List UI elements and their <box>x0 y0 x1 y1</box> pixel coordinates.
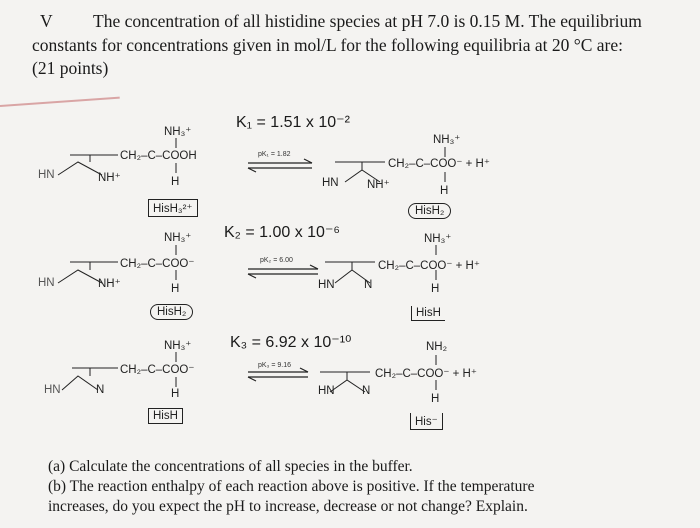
eq2-left-h: H <box>171 283 180 295</box>
eq1-right-h: H <box>440 185 449 197</box>
eq3-left-amine: NH₃⁺ <box>164 340 192 352</box>
eq3-right-chain: CH₂–C–COO⁻ + H⁺ <box>375 368 477 380</box>
eq1-left-ring-n2: NH⁺ <box>98 172 121 184</box>
eq3-right-ring-n1: HN <box>318 385 335 397</box>
k1-label: K₁ = 1.51 x 10⁻² <box>236 114 350 131</box>
eq1-left-chain: CH₂–C–COOH <box>120 150 197 162</box>
eq3-right-ring-n2: N <box>362 385 371 397</box>
eq2-left-amine: NH₃⁺ <box>164 232 192 244</box>
eq3-left-chain: CH₂–C–COO⁻ <box>120 364 195 376</box>
eq2-right-amine: NH₃⁺ <box>424 233 452 245</box>
problem-line-3: (21 points) <box>32 58 109 78</box>
eq2-right-chain: CH₂–C–COO⁻ + H⁺ <box>378 260 480 272</box>
eq2-left-chain: CH₂–C–COO⁻ <box>120 258 195 270</box>
eq3-right-h: H <box>431 393 440 405</box>
eq1-left-h: H <box>171 176 180 188</box>
eq2-left-ring-n1: HN <box>38 277 55 289</box>
eq1-right-ring-n1: HN <box>322 177 339 189</box>
k2-label: K₂ = 1.00 x 10⁻⁶ <box>224 224 340 241</box>
eq2-left-ring-n2: NH⁺ <box>98 278 121 290</box>
eq1-right-ring-n2: NH⁺ <box>367 179 390 191</box>
eq3-left-ring-n2: N <box>96 384 105 396</box>
eq1-right-amine: NH₃⁺ <box>433 134 461 146</box>
k3-label: K₃ = 6.92 x 10⁻¹⁰ <box>230 334 352 351</box>
eq3-left-species: HisH <box>148 408 183 424</box>
eq1-left-species: HisH₃²⁺ <box>148 199 198 217</box>
eq1-right-chain: CH₂–C–COO⁻ + H⁺ <box>388 158 490 170</box>
question-b-line-2: increases, do you expect the pH to increase, decrease or not change? Explain. <box>48 498 528 515</box>
eq1-left-amine: NH₃⁺ <box>164 126 192 138</box>
question-a: (a) Calculate the concentrations of all species in the buffer. <box>48 458 413 475</box>
eq3-left-ring-n1: HN <box>44 384 61 396</box>
problem-line-2: constants for concentrations given in mol/L for the following equilibria at 20 °C are: <box>32 35 623 55</box>
eq3-right-species: His⁻ <box>410 413 443 430</box>
eq1-left-ring-n1: HN <box>38 169 55 181</box>
pk1-label: pK₁ = 1.82 <box>258 151 291 158</box>
eq1-right-species: HisH₂ <box>408 203 451 219</box>
pk3-label: pK₃ = 9.16 <box>258 362 292 369</box>
pk2-label: pK₂ = 6.00 <box>260 257 293 264</box>
section-number: V <box>40 11 53 31</box>
eq3-left-h: H <box>171 388 180 400</box>
eq2-right-h: H <box>431 283 440 295</box>
question-b-line-1: (b) The reaction enthalpy of each reaction above is positive. If the temperature <box>48 478 535 495</box>
eq2-left-species: HisH₂ <box>150 304 193 320</box>
eq2-right-species: HisH <box>411 306 445 321</box>
eq3-right-amine: NH₂ <box>426 341 448 353</box>
eq2-right-ring-n2: N <box>364 279 373 291</box>
eq2-right-ring-n1: HN <box>318 279 335 291</box>
problem-line-1: The concentration of all histidine species at pH 7.0 is 0.15 M. The equilibrium <box>93 11 642 31</box>
